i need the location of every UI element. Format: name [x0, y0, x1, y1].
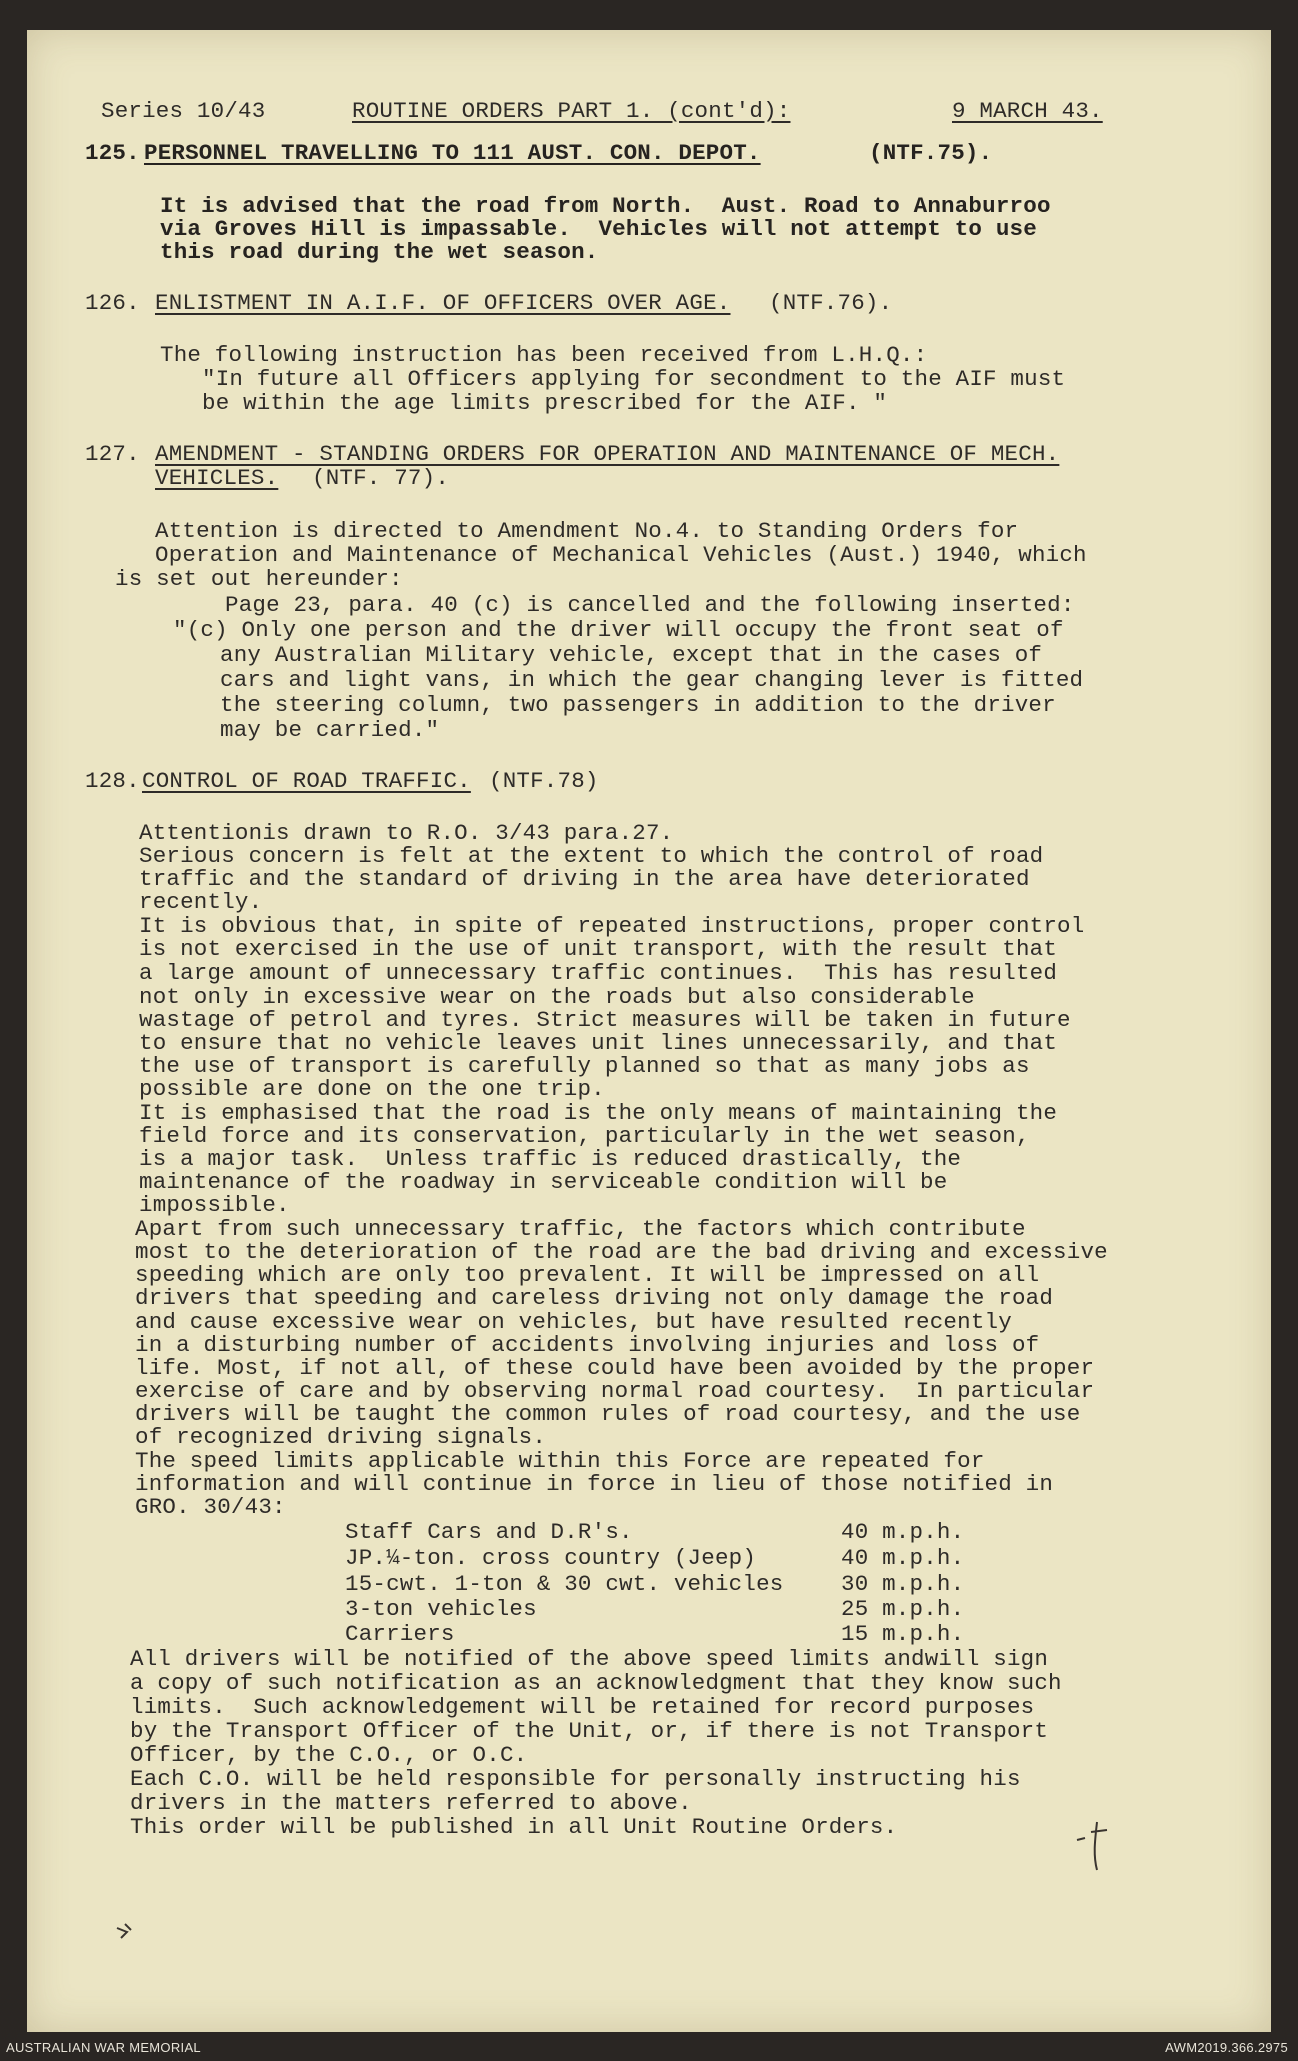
- section-128-line: It is emphasised that the road is the only means of maintaining the: [139, 1100, 1058, 1126]
- section-128-line: and cause excessive wear on vehicles, but have resulted recently: [135, 1309, 1012, 1335]
- section-125-line: this road during the wet season.: [160, 239, 599, 265]
- section-128-line: drivers will be taught the common rules of road courtesy, and the use: [135, 1401, 1081, 1427]
- speed-limit-vehicle: 3-ton vehicles: [345, 1596, 537, 1622]
- closing-line: limits. Such acknowledgement will be retained for record purposes: [130, 1694, 1035, 1720]
- speed-limit-value: 15 m.p.h.: [841, 1621, 965, 1647]
- header-series: Series 10/43: [101, 98, 266, 124]
- section-125-heading: PERSONNEL TRAVELLING TO 111 AUST. CON. DEPOT.: [144, 140, 761, 166]
- section-128-line: maintenance of the roadway in serviceable condition will be: [139, 1169, 948, 1195]
- section-127-line: Page 23, para. 40 (c) is cancelled and the following inserted:: [225, 592, 1075, 618]
- section-128-line: Serious concern is felt at the extent to which the control of road: [139, 843, 1044, 869]
- section-127-line: any Australian Military vehicle, except that in the cases of: [220, 642, 1043, 668]
- section-127-heading-cont: VEHICLES.: [155, 465, 279, 491]
- section-128-line: The speed limits applicable within this Force are repeated for: [135, 1448, 985, 1474]
- closing-line: All drivers will be notified of the above speed limits andwill sign: [130, 1646, 1049, 1672]
- section-127-line: Operation and Maintenance of Mechanical Vehicles (Aust.) 1940, which: [155, 542, 1087, 568]
- section-128-line: recently.: [139, 889, 263, 915]
- document-page: [27, 30, 1271, 2032]
- speed-limit-vehicle: Staff Cars and D.R's.: [345, 1519, 633, 1545]
- header-date: 9 MARCH 43.: [952, 98, 1103, 124]
- section-127-line: may be carried.": [220, 717, 440, 743]
- closing-line: drivers in the matters referred to above.: [130, 1790, 692, 1816]
- section-128-line: of recognized driving signals.: [135, 1424, 547, 1450]
- section-127-number: 127.: [85, 441, 140, 467]
- speed-limit-value: 40 m.p.h.: [841, 1519, 965, 1545]
- section-128-line: wastage of petrol and tyres. Strict measures will be taken in future: [139, 1007, 1071, 1033]
- section-126-line: "In future all Officers applying for secondment to the AIF must: [202, 366, 1066, 392]
- section-128-line: the use of transport is carefully planned so that as many jobs as: [139, 1053, 1030, 1079]
- speed-limit-vehicle: JP.¼-ton. cross country (Jeep): [345, 1545, 757, 1571]
- section-126-line: be within the age limits prescribed for the AIF. ": [202, 390, 888, 416]
- section-127-line: cars and light vans, in which the gear changing lever is fitted: [220, 667, 1084, 693]
- section-128-line: field force and its conservation, particularly in the wet season,: [139, 1123, 1030, 1149]
- section-126-heading: ENLISTMENT IN A.I.F. OF OFFICERS OVER AGE.: [155, 290, 731, 316]
- closing-line: This order will be published in all Unit Routine Orders.: [130, 1814, 898, 1840]
- footer-left: AUSTRALIAN WAR MEMORIAL: [6, 2040, 201, 2055]
- speed-limit-value: 25 m.p.h.: [841, 1596, 965, 1622]
- closing-line: a copy of such notification as an acknowledgment that they know such: [130, 1670, 1062, 1696]
- closing-line: by the Transport Officer of the Unit, or, if there is not Transport: [130, 1718, 1049, 1744]
- section-127-ref: (NTF. 77).: [312, 465, 450, 491]
- section-128-line: Apart from such unnecessary traffic, the factors which contribute: [135, 1216, 1026, 1242]
- section-128-line: to ensure that no vehicle leaves unit lines unnecessarily, and that: [139, 1030, 1058, 1056]
- closing-line: Officer, by the C.O., or O.C.: [130, 1742, 528, 1768]
- speed-limit-value: 40 m.p.h.: [841, 1545, 965, 1571]
- section-127-line: the steering column, two passengers in addition to the driver: [220, 692, 1056, 718]
- section-128-ref: (NTF.78): [489, 768, 599, 794]
- speed-limit-value: 30 m.p.h.: [841, 1571, 965, 1597]
- section-128-line: GRO. 30/43:: [135, 1494, 286, 1520]
- closing-line: Each C.O. will be held responsible for personally instructing his: [130, 1766, 1021, 1792]
- section-128-line: is a major task. Unless traffic is reduced drastically, the: [139, 1146, 962, 1172]
- section-127-line: "(c) Only one person and the driver will occupy the front seat of: [173, 617, 1064, 643]
- footer-right: AWM2019.366.2975: [1165, 2040, 1288, 2055]
- section-128-line: drivers that speeding and careless driving not only damage the road: [135, 1285, 1054, 1311]
- section-125-line: It is advised that the road from North. Aust. Road to Annaburroo: [160, 193, 1051, 219]
- section-128-heading: CONTROL OF ROAD TRAFFIC.: [142, 768, 471, 794]
- punch-mark: [111, 1916, 151, 1946]
- section-128-line: impossible.: [139, 1192, 290, 1218]
- section-128-line: is not exercised in the use of unit transport, with the result that: [139, 936, 1058, 962]
- section-128-line: Attentionis drawn to R.O. 3/43 para.27.: [139, 820, 674, 846]
- section-128-line: It is obvious that, in spite of repeated instructions, proper control: [139, 913, 1085, 939]
- handwritten-mark: [1067, 1810, 1127, 1880]
- header-title: ROUTINE ORDERS PART 1. (cont'd):: [352, 98, 791, 124]
- section-127-line: is set out hereunder:: [115, 566, 403, 592]
- section-125-ref: (NTF.75).: [869, 140, 993, 166]
- section-128-line: information and will continue in force in lieu of those notified in: [135, 1471, 1054, 1497]
- section-128-line: exercise of care and by observing normal road courtesy. In particular: [135, 1378, 1095, 1404]
- speed-limit-vehicle: 15-cwt. 1-ton & 30 cwt. vehicles: [345, 1571, 784, 1597]
- speed-limit-vehicle: Carriers: [345, 1621, 455, 1647]
- section-126-line: The following instruction has been received from L.H.Q.:: [160, 342, 928, 368]
- section-128-line: possible are done on the one trip.: [139, 1076, 605, 1102]
- section-128-line: speeding which are only too prevalent. It will be impressed on all: [135, 1262, 1040, 1288]
- section-127-heading: AMENDMENT - STANDING ORDERS FOR OPERATION AND MAINTENANCE OF MECH.: [155, 441, 1060, 467]
- section-126-ref: (NTF.76).: [769, 290, 893, 316]
- section-128-line: in a disturbing number of accidents involving injuries and loss of: [135, 1332, 1040, 1358]
- section-125-number: 125.: [85, 140, 140, 166]
- section-128-number: 128.: [85, 768, 140, 794]
- section-126-number: 126.: [85, 290, 140, 316]
- section-128-line: not only in excessive wear on the roads but also considerable: [139, 984, 975, 1010]
- section-128-line: traffic and the standard of driving in the area have deteriorated: [139, 866, 1030, 892]
- section-128-line: most to the deterioration of the road are the bad driving and excessive: [135, 1239, 1108, 1265]
- section-127-line: Attention is directed to Amendment No.4. to Standing Orders for: [155, 518, 1019, 544]
- section-128-line: a large amount of unnecessary traffic continues. This has resulted: [139, 960, 1058, 986]
- section-128-line: life. Most, if not all, of these could have been avoided by the proper: [135, 1355, 1095, 1381]
- section-125-line: via Groves Hill is impassable. Vehicles will not attempt to use: [160, 216, 1037, 242]
